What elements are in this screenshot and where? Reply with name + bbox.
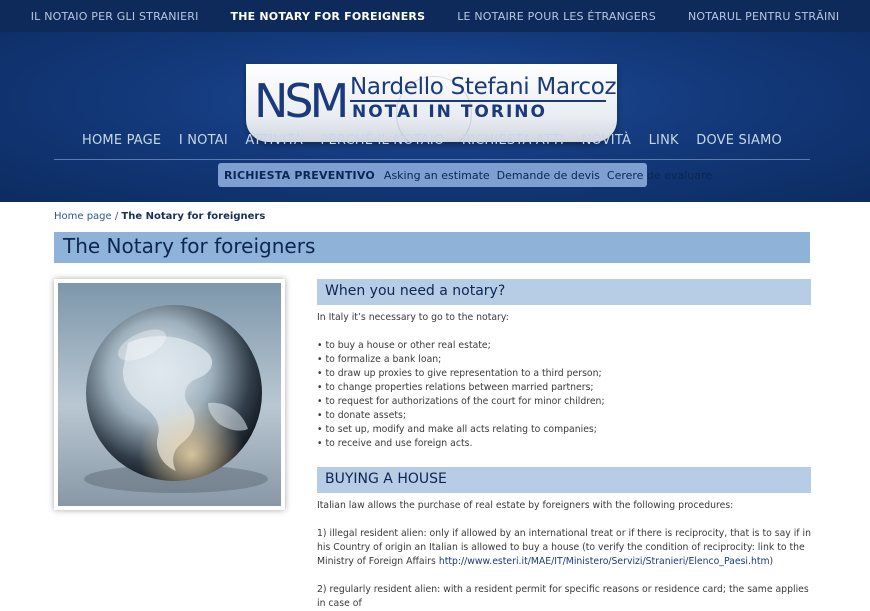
- nav-divider: [54, 159, 810, 160]
- subnav-richiesta-preventivo[interactable]: RICHIESTA PREVENTIVO: [224, 168, 375, 182]
- section2-intro: Italian law allows the purchase of real estate by foreigners with the following procedures:: [317, 500, 734, 511]
- logo-monogram: NSM: [254, 74, 346, 124]
- site-header: [0, 32, 870, 202]
- breadcrumb-home-link[interactable]: Home page: [54, 211, 112, 222]
- bullet-item: • to buy a house or other real estate;: [317, 340, 491, 351]
- estimate-subnav: [218, 163, 713, 187]
- lang-link-french[interactable]: LE NOTAIRE POUR LES ÉTRANGERS: [457, 9, 656, 23]
- lang-link-english[interactable]: THE NOTARY FOR FOREIGNERS: [230, 9, 426, 23]
- nav-attivita[interactable]: ATTIVITÀ: [245, 133, 303, 148]
- breadcrumb-current: The Notary for foreigners: [121, 211, 266, 222]
- nsm-monogram-icon: [254, 72, 350, 124]
- bullet-item: • to receive and use foreign acts.: [317, 438, 473, 449]
- paragraph-1-end: ): [769, 556, 774, 567]
- nav-link[interactable]: LINK: [648, 133, 679, 148]
- nav-novita[interactable]: NOVITÀ: [581, 133, 632, 148]
- lang-link-romanian[interactable]: NOTARUL PENTRU STRĂINI: [687, 9, 840, 23]
- section2-paragraph-1: [317, 527, 811, 569]
- breadcrumb: [54, 211, 265, 222]
- nav-perche-il-notaio[interactable]: PERCHÉ IL NOTAIO: [320, 133, 445, 148]
- subnav-asking-estimate[interactable]: Asking an estimate: [383, 168, 490, 182]
- bullet-item: • to formalize a bank loan;: [317, 354, 442, 365]
- section1-intro: In Italy it’s necessary to go to the notary:: [317, 312, 509, 323]
- nav-i-notai[interactable]: I NOTAI: [178, 133, 228, 148]
- lang-link-italian[interactable]: IL NOTAIO PER GLI STRANIERI: [30, 9, 199, 23]
- bullet-item: • to draw up proxies to give representation to a third person;: [317, 368, 602, 379]
- section-buying-house-heading: BUYING A HOUSE: [325, 471, 447, 487]
- page-title-bar: [54, 232, 810, 263]
- language-bar: [0, 0, 870, 32]
- subnav-cerere-evaluare[interactable]: Cerere de evaluare: [606, 168, 713, 182]
- paragraph-1-text: 1) illegal resident alien: only if allowed by an international treat or if there is reciprocity, that is to say if in his Country of origin an Italian is allowed to buy a house (to verify the condition of reciprocity: link to the Ministry of Foreign Affairs: [317, 528, 812, 567]
- bullet-item: • to request for authorizations of the court for minor children;: [317, 396, 605, 407]
- main-content: [317, 279, 811, 611]
- glass-globe-image: [58, 283, 281, 506]
- main-navigation: [54, 133, 810, 159]
- nav-dove-siamo[interactable]: DOVE SIAMO: [696, 133, 782, 148]
- section2-paragraph-2: 2) regularly resident alien: with a resident permit for specific reasons or residence card; the same applies in case of: [317, 584, 809, 609]
- bullet-item: • to change properties relations between married partners;: [317, 382, 594, 393]
- bullet-item: • to set up, modify and make all acts relating to companies;: [317, 424, 597, 435]
- nav-richiesta-atti[interactable]: RICHIESTA ATTI: [461, 133, 565, 148]
- logo-subtitle: NOTAI IN TORINO: [352, 102, 547, 122]
- globe-photo: [54, 279, 285, 510]
- bullet-item: • to donate assets;: [317, 410, 406, 421]
- section-when-notary-header: [317, 279, 811, 305]
- logo-name: Nardello Stefani Marcoz: [350, 74, 617, 100]
- nav-home-page[interactable]: HOME PAGE: [82, 133, 162, 148]
- site-logo[interactable]: [246, 64, 617, 142]
- section-buying-house-header: [317, 467, 811, 493]
- page-title: The Notary for foreigners: [63, 234, 316, 258]
- subnav-demande-devis[interactable]: Demande de devis: [496, 168, 600, 182]
- breadcrumb-separator: /: [111, 211, 122, 222]
- ministry-foreign-affairs-link[interactable]: http://www.esteri.it/MAE/IT/Ministero/Servizi/Stranieri/Elenco_Paesi.htm: [438, 556, 770, 567]
- section-when-notary-heading: When you need a notary?: [325, 283, 506, 299]
